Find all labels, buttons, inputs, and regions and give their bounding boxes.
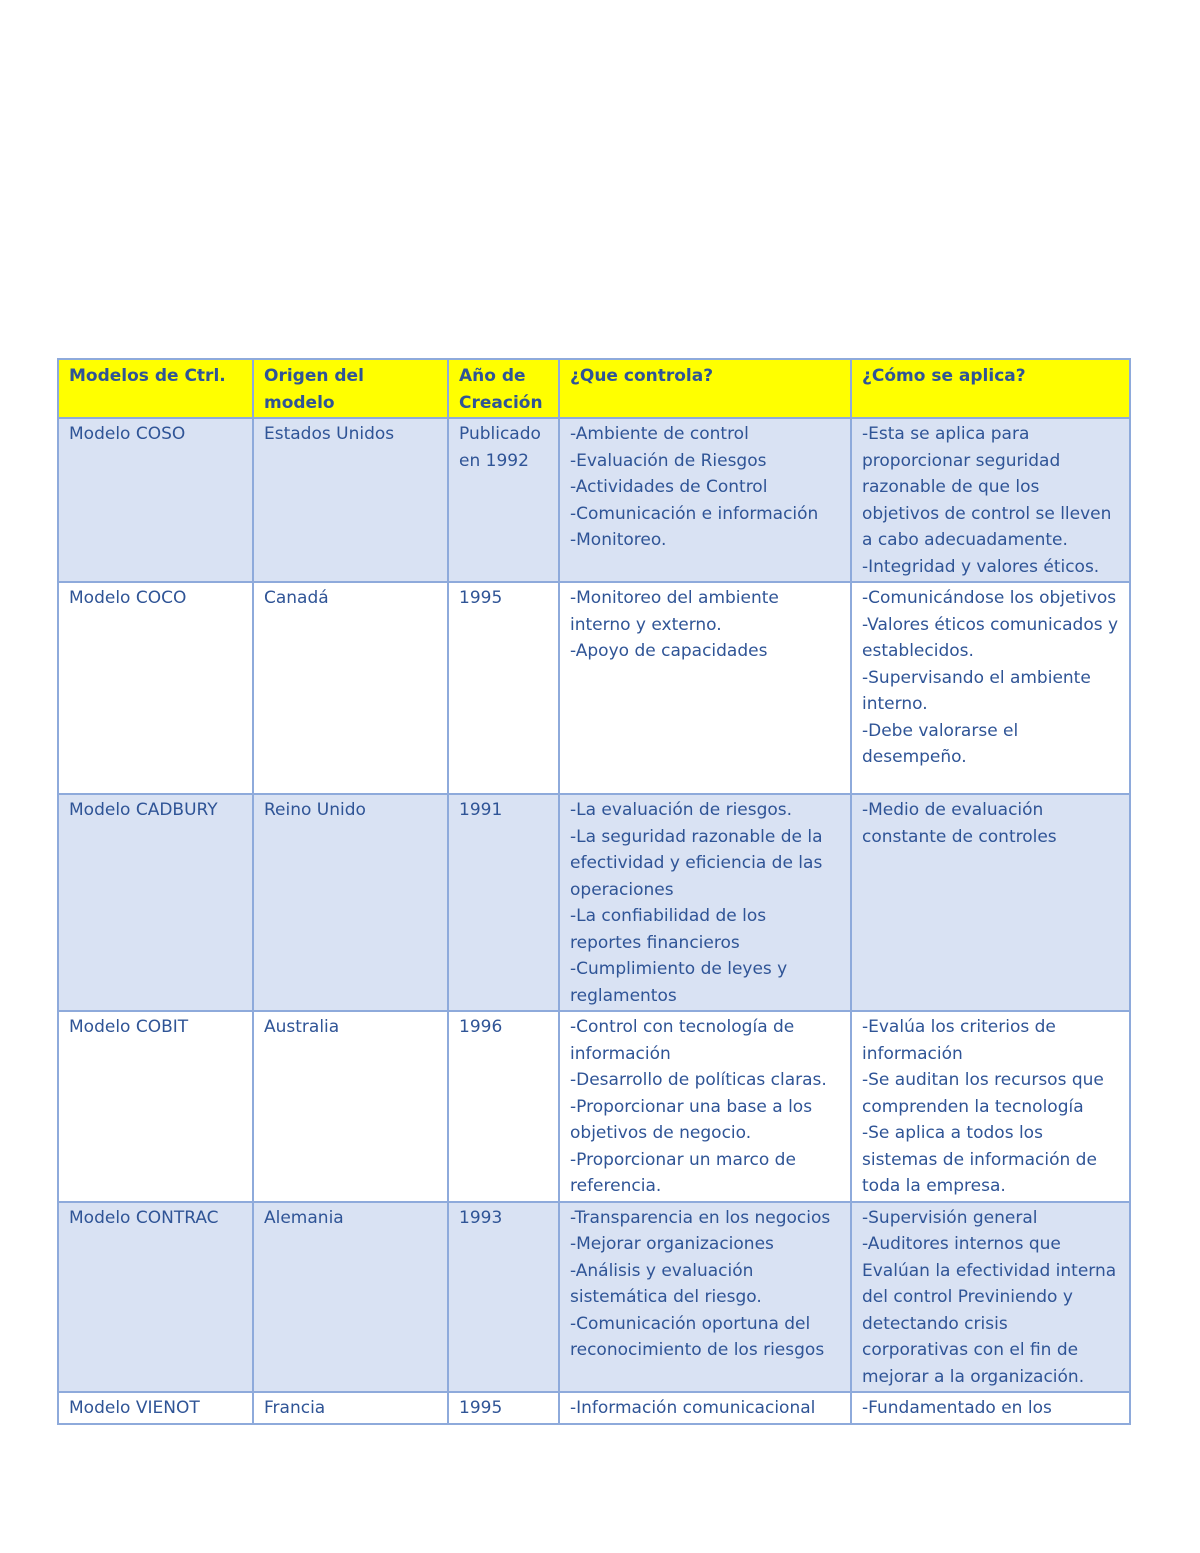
model-applies <box>851 582 1130 794</box>
model-year: 1996 <box>448 1011 559 1202</box>
table-row <box>58 582 1130 794</box>
applies-item: -Supervisando el ambiente interno. <box>862 667 1091 714</box>
model-applies <box>851 1011 1130 1202</box>
model-applies <box>851 1392 1130 1424</box>
controls-item: -La confiabilidad de los reportes financieros <box>570 906 767 953</box>
header-year: Año de Creación <box>448 359 559 418</box>
controls-item: -Control con tecnología de información <box>570 1017 795 1064</box>
applies-item: -Evalúa los criterios de información <box>862 1017 1056 1064</box>
controls-item: -La seguridad razonable de la efectividad y eficiencia de las operaciones <box>570 826 823 900</box>
model-controls <box>559 1392 851 1424</box>
applies-item: -Valores éticos comunicados y establecidos. <box>862 614 1119 661</box>
controls-item: -Monitoreo. <box>570 530 667 550</box>
header-controls: ¿Que controla? <box>559 359 851 418</box>
applies-item: -Comunicándose los objetivos <box>862 588 1117 608</box>
header-applies: ¿Cómo se aplica? <box>851 359 1130 418</box>
model-controls <box>559 1202 851 1393</box>
model-name: Modelo VIENOT <box>58 1392 253 1424</box>
controls-item: -Evaluación de Riesgos <box>570 450 767 471</box>
model-origin: Francia <box>253 1392 448 1424</box>
applies-item: -Esta se aplica para proporcionar seguridad razonable de que los objetivos de control se lleven a cabo adecuadamente. <box>862 424 1112 550</box>
model-name: Modelo COBIT <box>58 1011 253 1202</box>
model-year: 1995 <box>448 1392 559 1424</box>
model-year: 1995 <box>448 582 559 794</box>
header-models: Modelos de Ctrl. <box>58 359 253 418</box>
applies-item: -Supervisión general <box>862 1207 1038 1228</box>
applies-item: -Medio de evaluación constante de controles <box>862 800 1057 847</box>
model-year: Publicado en 1992 <box>448 418 559 582</box>
model-origin: Australia <box>253 1011 448 1202</box>
applies-item: -Se auditan los recursos que comprenden la tecnología <box>862 1070 1104 1117</box>
controls-item: -Monitoreo del ambiente interno y externo. <box>570 588 779 635</box>
controls-item: -Mejorar organizaciones <box>570 1234 774 1254</box>
applies-item: -Debe valorarse el desempeño. <box>862 720 1019 767</box>
model-applies <box>851 794 1130 1011</box>
controls-item: -Apoyo de capacidades <box>570 641 768 661</box>
controls-item: -Actividades de Control <box>570 477 768 497</box>
controls-item: -La evaluación de riesgos. <box>570 800 793 820</box>
model-controls <box>559 418 851 582</box>
model-name: Modelo COSO <box>58 418 253 582</box>
model-name: Modelo CADBURY <box>58 794 253 1011</box>
model-origin: Alemania <box>253 1202 448 1393</box>
controls-item: -Desarrollo de políticas claras. <box>570 1070 827 1090</box>
table-row <box>58 418 1130 582</box>
applies-item: -Auditores internos que Evalúan la efectividad interna del control Previniendo y detectando crisis corporativas con el fin de mejorar a la organización. <box>862 1234 1117 1387</box>
table-row <box>58 1202 1130 1393</box>
controls-item: -Cumplimiento de leyes y reglamentos <box>570 959 788 1006</box>
controls-item: -Proporcionar un marco de referencia. <box>570 1149 796 1196</box>
model-year: 1991 <box>448 794 559 1011</box>
table-header-row <box>58 359 1130 418</box>
model-controls <box>559 582 851 794</box>
model-applies <box>851 418 1130 582</box>
model-origin: Canadá <box>253 582 448 794</box>
table-row <box>58 794 1130 1011</box>
controls-item: -Proporcionar una base a los objetivos de negocio. <box>570 1096 813 1143</box>
model-controls <box>559 1011 851 1202</box>
model-name: Modelo COCO <box>58 582 253 794</box>
model-year: 1993 <box>448 1202 559 1393</box>
applies-item: -Fundamentado en los <box>862 1398 1052 1418</box>
controls-item: -Transparencia en los negocios <box>570 1207 831 1228</box>
model-applies <box>851 1202 1130 1393</box>
header-origin: Origen del modelo <box>253 359 448 418</box>
table-row <box>58 1392 1130 1424</box>
model-origin: Reino Unido <box>253 794 448 1011</box>
controls-item: -Comunicación oportuna del reconocimiento de los riesgos <box>570 1313 825 1360</box>
applies-item: -Integridad y valores éticos. <box>862 556 1100 577</box>
controls-item: -Información comunicacional <box>570 1398 816 1418</box>
model-origin: Estados Unidos <box>253 418 448 582</box>
model-controls <box>559 794 851 1011</box>
applies-item: -Se aplica a todos los sistemas de información de toda la empresa. <box>862 1123 1097 1196</box>
controls-item: -Ambiente de control <box>570 424 749 444</box>
model-name: Modelo CONTRAC <box>58 1202 253 1393</box>
table-row <box>58 1011 1130 1202</box>
controls-item: -Comunicación e información <box>570 503 819 524</box>
control-models-table <box>57 358 1131 1425</box>
controls-item: -Análisis y evaluación sistemática del riesgo. <box>570 1260 762 1307</box>
